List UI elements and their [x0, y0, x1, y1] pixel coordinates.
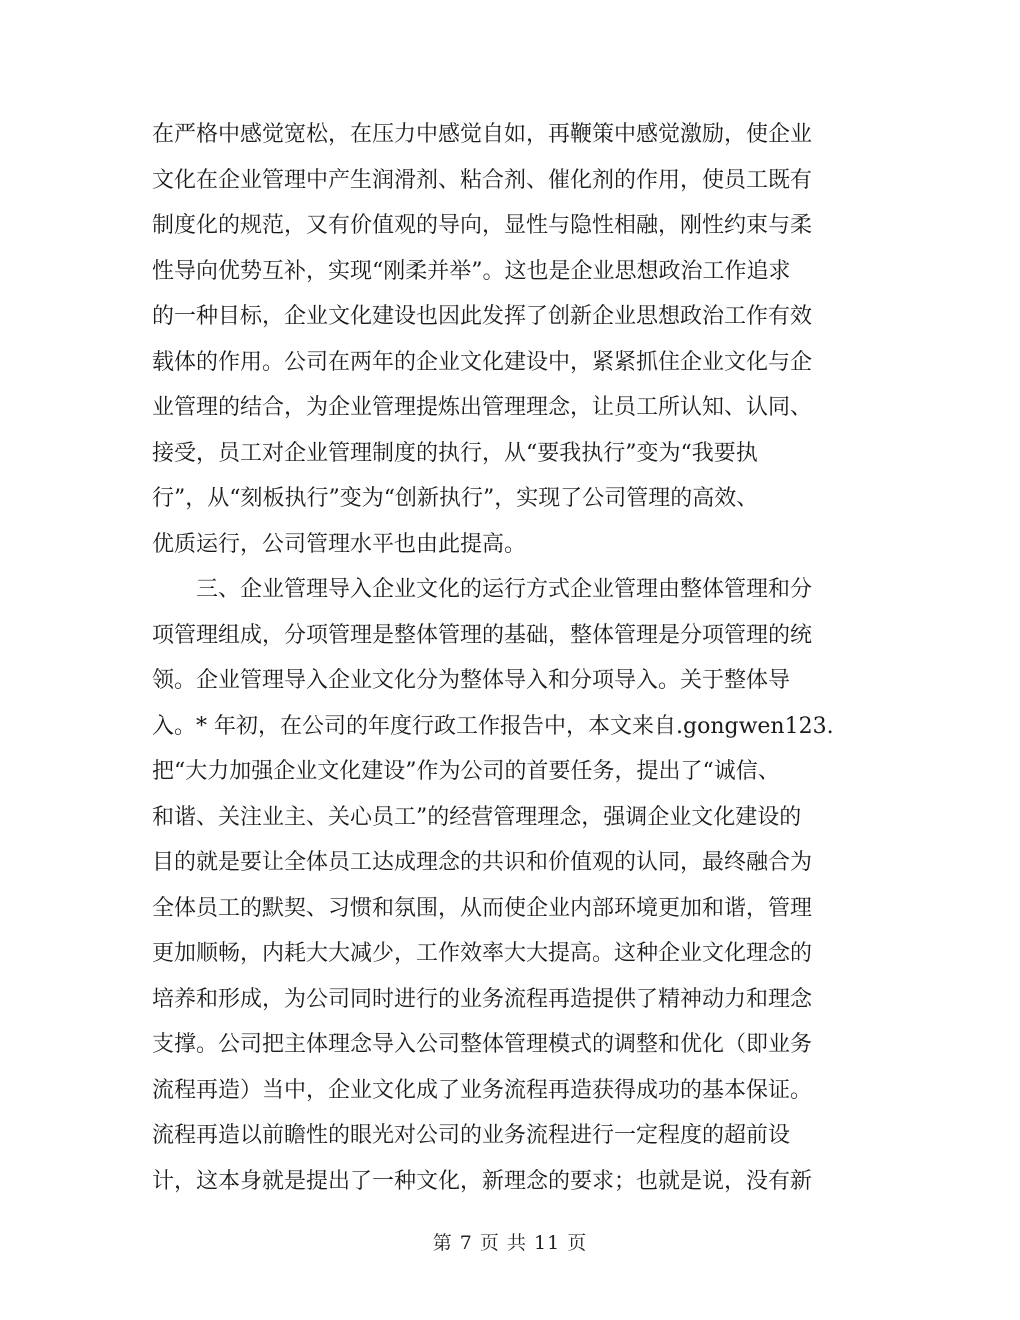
section-heading-line: 三、企业管理导入企业文化的运行方式企业管理由整体管理和分	[196, 577, 813, 602]
text-line: 计，这本身就是提出了一种文化，新理念的要求；也就是说，没有新	[152, 1168, 813, 1194]
text-line: 目的就是要让全体员工达成理念的共识和价值观的认同，最终融合为	[152, 850, 813, 875]
text-line: 项管理组成，分项管理是整体管理的基础，整体管理是分项管理的统	[152, 622, 813, 648]
text-line: 的一种目标，企业文化建设也因此发挥了创新企业思想政治工作有效	[152, 304, 813, 329]
body-text	[152, 112, 862, 1204]
text-line: 制度化的规范，又有价值观的导向，显性与隐性相融，刚性约束与柔	[152, 213, 813, 238]
text-line: 和谐、关注业主、关心员工”的经营管理理念，强调企业文化建设的	[152, 804, 802, 830]
text-line: 流程再造）当中，企业文化成了业务流程再造获得成功的基本保证。	[152, 1077, 813, 1103]
text-line: 业管理的结合，为企业管理提炼出管理理念，让员工所认知、认同、	[152, 395, 813, 420]
text-line: 入。* 年初，在公司的年度行政工作报告中，本文来自.gongwen123.	[152, 713, 834, 739]
text-line: 在严格中感觉宽松，在压力中感觉自如，再鞭策中感觉激励，使企业	[152, 122, 813, 147]
text-line: 支撑。公司把主体理念导入公司整体管理模式的调整和优化（即业务	[152, 1032, 813, 1057]
text-line: 流程再造以前瞻性的眼光对公司的业务流程进行一定程度的超前设	[152, 1123, 791, 1148]
text-line: 行”，从“刻板执行”变为“创新执行”，实现了公司管理的高效、	[152, 486, 759, 511]
text-line: 培养和形成，为公司同时进行的业务流程再造提供了精神动力和理念	[152, 986, 813, 1012]
text-line: 优质运行，公司管理水平也由此提高。	[152, 531, 527, 557]
text-line: 全体员工的默契、习惯和氛围，从而使企业内部环境更加和谐，管理	[152, 895, 813, 921]
text-line: 文化在企业管理中产生润滑剂、粘合剂、催化剂的作用，使员工既有	[152, 167, 813, 193]
text-line: 把“大力加强企业文化建设”作为公司的首要任务，提出了“诚信、	[152, 759, 780, 784]
text-line: 领。企业管理导入企业文化分为整体导入和分项导入。关于整体导	[152, 668, 791, 693]
text-line: 载体的作用。公司在两年的企业文化建设中，紧紧抓住企业文化与企	[152, 349, 813, 375]
text-line: 更加顺畅，内耗大大减少，工作效率大大提高。这种企业文化理念的	[152, 941, 813, 966]
text-line: 接受，员工对企业管理制度的执行，从“要我执行”变为“我要执	[152, 440, 758, 466]
text-line: 性导向优势互补，实现“刚柔并举”。这也是企业思想政治工作追求	[152, 258, 791, 284]
page-number: 第 7 页 共 11 页	[432, 1232, 588, 1254]
